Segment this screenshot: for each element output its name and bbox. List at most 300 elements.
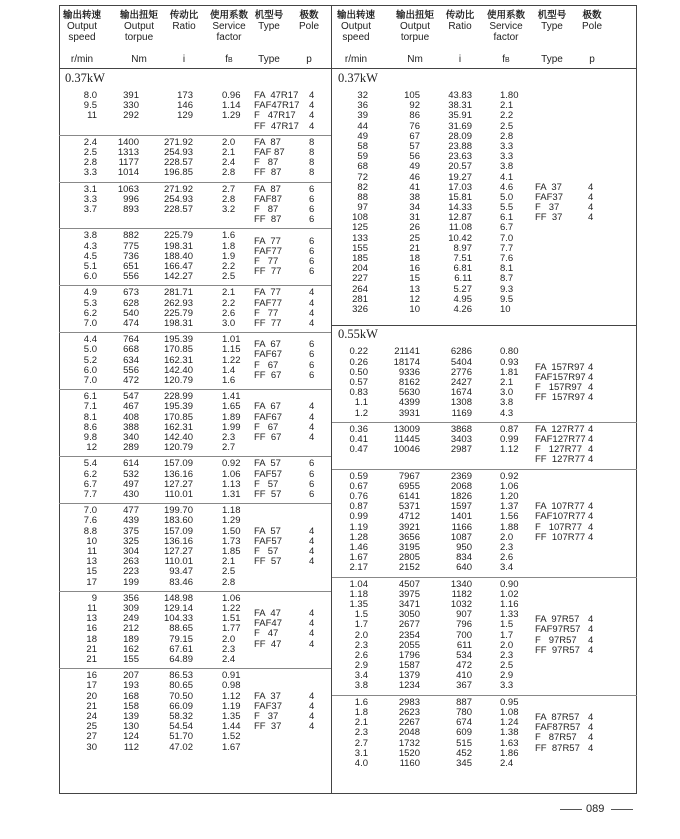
table-cell: 2.2 — [222, 260, 236, 272]
right-header-pole — [562, 10, 622, 32]
table-cell: 108 — [352, 212, 368, 224]
pole-count: 4 — [309, 307, 315, 319]
model-type: FAF107R77 — [535, 511, 586, 523]
table-cell: 16 — [409, 263, 420, 275]
table-cell: 1.7 — [500, 629, 514, 641]
left-unit-torque: Nm — [131, 54, 147, 65]
left-data-column — [222, 335, 241, 386]
table-cell: 1.41 — [222, 391, 241, 403]
left-data-column — [109, 91, 139, 122]
header-type-zh: 机型号 — [537, 10, 567, 21]
left-data-column — [222, 288, 235, 329]
table-cell: 18 — [86, 633, 97, 645]
right-model-types — [535, 425, 586, 466]
table-cell: 9.5 — [500, 293, 514, 305]
header-ratio-en1: Ratio — [172, 21, 196, 32]
header-type-en1: Type — [541, 21, 563, 32]
table-cell: 309 — [123, 602, 139, 614]
right-unit-type: Type — [541, 54, 563, 65]
table-cell: 158 — [123, 700, 139, 712]
table-cell: 2.6 — [354, 649, 368, 661]
table-cell: 325 — [123, 535, 139, 547]
left-data-column — [75, 231, 97, 282]
table-cell: 0.50 — [349, 366, 368, 378]
model-type: FAF67 — [254, 349, 282, 361]
table-cell: 20.57 — [448, 161, 472, 173]
table-cell: 10 — [409, 303, 420, 315]
table-cell: 59 — [357, 151, 368, 163]
table-cell: 27 — [86, 731, 97, 743]
table-cell: 8.8 — [83, 525, 97, 537]
table-cell: 1.16 — [500, 598, 519, 610]
table-cell: 6.2 — [83, 307, 97, 319]
table-cell: 0.26 — [349, 356, 368, 368]
table-cell: 195.39 — [163, 401, 193, 413]
table-cell: 1.20 — [500, 490, 519, 502]
header-pole-zh: 极数 — [299, 10, 319, 21]
left-data-column — [109, 594, 139, 665]
pole-count: 4 — [309, 556, 315, 568]
table-cell: 1.7 — [354, 619, 368, 631]
table-cell: 1166 — [451, 521, 472, 533]
table-cell: 14.33 — [448, 202, 472, 214]
table-cell: 43.83 — [448, 90, 472, 101]
table-cell: 193 — [123, 680, 139, 692]
pole-count: 4 — [309, 545, 315, 557]
left-data-column — [222, 231, 235, 282]
table-cell: 21 — [86, 653, 97, 665]
model-type: FF 57 — [254, 556, 282, 568]
table-cell: 1.19 — [222, 700, 241, 712]
table-cell: 547 — [123, 391, 139, 403]
table-cell: 540 — [123, 307, 139, 319]
table-cell: 18174 — [393, 356, 420, 368]
left-data-column — [109, 231, 139, 282]
table-cell: 0.22 — [349, 346, 368, 358]
header-type-en1: Type — [258, 21, 280, 32]
table-cell: 271.92 — [163, 183, 193, 195]
table-cell: 263 — [123, 556, 139, 568]
table-cell: 2.9 — [354, 660, 368, 672]
table-cell: 2.1 — [222, 287, 236, 299]
right-group-rule — [332, 469, 637, 470]
right-pole-values — [588, 425, 593, 466]
left-pole-values — [309, 402, 314, 443]
model-type: F 77 — [254, 307, 279, 319]
table-cell: 25 — [409, 232, 420, 244]
header-speed-en1: Output — [66, 21, 98, 32]
model-type: F 47R17 — [254, 110, 296, 122]
model-type: FF 47R17 — [254, 120, 299, 132]
table-cell: 3868 — [450, 423, 472, 435]
table-cell: 1.88 — [500, 521, 519, 533]
table-cell: 1.2 — [354, 407, 368, 419]
table-cell: 2.5 — [500, 120, 514, 132]
left-group-rule — [59, 182, 331, 183]
table-cell: 6141 — [398, 490, 420, 502]
table-cell: 330 — [123, 100, 139, 112]
table-cell: 356 — [123, 592, 139, 604]
left-model-types — [254, 609, 282, 650]
table-cell: 5.5 — [500, 202, 514, 214]
model-type: FA 97R57 — [535, 614, 580, 626]
left-column — [59, 5, 331, 794]
model-type: FA 77 — [254, 287, 281, 299]
model-type: F 57 — [254, 478, 279, 490]
table-cell: 7.7 — [83, 488, 97, 500]
table-cell: 129.14 — [163, 602, 193, 614]
pole-count: 4 — [309, 90, 315, 101]
table-cell: 104.33 — [163, 613, 193, 625]
table-cell: 228.57 — [163, 203, 193, 215]
table-cell: 17.03 — [448, 181, 472, 193]
table-cell: 139 — [123, 710, 139, 722]
left-data-column — [75, 138, 97, 179]
table-cell: 2427 — [450, 376, 472, 388]
table-cell: 3975 — [398, 588, 420, 600]
table-cell: 133 — [352, 232, 368, 244]
table-cell: 2.1 — [222, 146, 236, 158]
right-data-column — [500, 91, 519, 315]
right-power-rating: 0.37kW — [338, 71, 378, 85]
table-cell: 35.91 — [448, 110, 472, 122]
table-cell: 166.47 — [163, 260, 193, 272]
table-cell: 19.27 — [448, 171, 472, 183]
right-group-rule — [332, 695, 637, 696]
table-cell: 2.0 — [354, 629, 368, 641]
left-data-column — [75, 671, 97, 753]
left-data-column — [153, 506, 193, 588]
table-cell: 13 — [86, 613, 97, 625]
table-cell: 0.47 — [349, 444, 368, 456]
model-type: F 67 — [254, 421, 279, 433]
pole-count: 4 — [588, 371, 594, 383]
right-model-types — [535, 183, 563, 224]
table-cell: 534 — [456, 649, 472, 661]
pole-count: 8 — [309, 146, 315, 158]
table-cell: 21 — [409, 242, 420, 254]
table-cell: 112 — [123, 741, 139, 753]
table-cell: 1.22 — [222, 602, 241, 614]
table-cell: 3.1 — [83, 183, 97, 195]
model-type: F 107R77 — [535, 521, 582, 533]
table-cell: 2805 — [398, 552, 420, 564]
table-cell: 0.92 — [222, 458, 241, 470]
left-data-column — [153, 231, 193, 282]
table-cell: 1.46 — [349, 541, 368, 553]
table-cell: 80.65 — [169, 680, 193, 692]
table-cell: 0.80 — [500, 346, 519, 358]
table-cell: 4.5 — [83, 250, 97, 262]
model-type: FF 157R97 — [535, 392, 586, 404]
model-type: F 87 — [254, 157, 279, 169]
model-type: F 57 — [254, 545, 279, 557]
table-cell: 668 — [123, 344, 139, 356]
table-cell: 1587 — [398, 660, 420, 672]
table-cell: 9.3 — [500, 283, 514, 295]
table-cell: 2.3 — [354, 639, 368, 651]
table-cell: 1.08 — [500, 706, 519, 718]
table-cell: 439 — [123, 515, 139, 527]
pole-count: 8 — [309, 167, 315, 179]
table-cell: 1087 — [450, 531, 472, 543]
table-cell: 1.38 — [500, 727, 519, 739]
table-cell: 7.7 — [500, 242, 514, 254]
pole-count: 6 — [309, 235, 315, 247]
table-cell: 2055 — [398, 639, 420, 651]
table-cell: 1.85 — [222, 545, 241, 557]
table-cell: 1597 — [450, 501, 472, 513]
left-data-column — [222, 671, 241, 753]
pole-count: 4 — [588, 634, 594, 646]
table-cell: 110.01 — [164, 556, 193, 568]
table-cell: 5404 — [450, 356, 472, 368]
table-cell: 3.8 — [500, 161, 514, 173]
table-cell: 31.69 — [448, 120, 472, 132]
table-cell: 1.13 — [222, 478, 241, 490]
table-cell: 556 — [123, 364, 139, 376]
table-cell: 79.15 — [169, 633, 193, 645]
left-unit-service — [209, 54, 249, 65]
right-power-rating: 0.55kW — [338, 327, 378, 342]
pole-count: 4 — [588, 191, 594, 203]
table-cell: 1.44 — [222, 721, 241, 733]
left-data-column — [153, 671, 193, 753]
table-cell: 11 — [87, 110, 97, 122]
table-cell: 1400 — [117, 136, 139, 148]
right-data-column — [346, 91, 368, 315]
table-cell: 673 — [123, 287, 139, 299]
table-cell: 1.4 — [222, 364, 236, 376]
model-type: FAF87R57 — [535, 722, 581, 734]
table-cell: 2.6 — [500, 552, 514, 564]
table-cell: 86 — [409, 110, 420, 122]
table-cell: 3931 — [398, 407, 420, 419]
table-cell: 3.0 — [500, 387, 514, 399]
table-cell: 764 — [123, 334, 139, 346]
header-pole-en1: Pole — [298, 21, 319, 32]
model-type: FF 67 — [254, 369, 282, 381]
table-cell: 173 — [177, 90, 193, 101]
right-pole-values — [588, 713, 593, 754]
table-cell: 142.40 — [163, 364, 193, 376]
right-data-column — [432, 425, 472, 456]
left-pole-values — [309, 609, 314, 650]
right-data-column — [390, 580, 420, 692]
model-type: FF 47 — [254, 638, 282, 650]
table-cell: 54.54 — [169, 721, 193, 733]
table-cell: 0.59 — [349, 470, 368, 482]
table-cell: 6.11 — [454, 273, 472, 285]
table-cell: 1.06 — [222, 468, 241, 480]
table-cell: 3.2 — [222, 203, 236, 215]
right-header — [332, 5, 637, 65]
pole-count: 6 — [309, 193, 315, 205]
pole-count: 6 — [309, 255, 315, 267]
right-data-column — [390, 347, 420, 418]
header-service-en1: Service — [212, 21, 246, 32]
table-cell: 10.42 — [448, 232, 472, 244]
table-cell: 82 — [357, 181, 368, 193]
table-cell: 1.29 — [222, 110, 241, 122]
table-cell: 1.28 — [349, 531, 368, 543]
model-type: FA 57 — [254, 525, 281, 537]
table-cell: 3.8 — [500, 397, 514, 409]
model-type: FA 77 — [254, 235, 281, 247]
pole-count: 6 — [309, 488, 315, 500]
left-data-column — [75, 91, 97, 122]
table-cell: 2.1 — [222, 556, 236, 568]
table-cell: 262.93 — [163, 297, 193, 309]
right-data-column — [346, 472, 368, 574]
table-cell: 8162 — [398, 376, 420, 388]
model-type: FF 77 — [254, 266, 282, 278]
table-cell: 7.1 — [83, 401, 97, 413]
left-data-column — [153, 288, 193, 329]
table-cell: 780 — [456, 706, 472, 718]
header-service-en1: Service — [489, 21, 523, 32]
table-cell: 1.06 — [222, 592, 241, 604]
table-cell: 289 — [123, 442, 139, 454]
table-cell: 477 — [123, 505, 139, 517]
pole-count: 4 — [309, 431, 315, 443]
table-cell: 611 — [456, 639, 472, 651]
pole-count: 6 — [309, 203, 315, 215]
table-cell: 1.12 — [500, 444, 519, 456]
table-cell: 1160 — [399, 757, 420, 769]
table-cell: 49 — [409, 161, 420, 173]
right-data-column — [500, 698, 519, 769]
table-cell: 1032 — [450, 598, 472, 610]
table-cell: 1.81 — [500, 366, 519, 378]
table-cell: 614 — [123, 458, 139, 470]
pole-count: 4 — [309, 690, 315, 702]
left-model-types — [254, 402, 282, 443]
table-cell: 609 — [456, 727, 472, 739]
table-cell: 4.4 — [83, 334, 97, 346]
table-cell: 6.2 — [83, 468, 97, 480]
unit-service-f: f — [502, 54, 506, 65]
table-cell: 3050 — [398, 609, 420, 621]
table-cell: 326 — [352, 303, 368, 315]
table-cell: 228.57 — [163, 157, 193, 169]
pole-count: 6 — [309, 214, 315, 226]
table-cell: 882 — [123, 230, 139, 242]
right-data-column — [390, 698, 420, 769]
model-type: FAF57 — [254, 468, 282, 480]
table-cell: 228.99 — [163, 391, 193, 403]
table-cell: 24 — [86, 710, 97, 722]
header-speed-zh: 输出转速 — [336, 10, 375, 21]
table-cell: 1.6 — [222, 374, 236, 386]
table-cell: 391 — [123, 90, 139, 101]
table-cell: 7.0 — [83, 317, 97, 329]
table-cell: 225.79 — [163, 307, 193, 319]
table-cell: 3.8 — [83, 230, 97, 242]
table-cell: 1.65 — [222, 401, 241, 413]
table-cell: 996 — [123, 193, 139, 205]
left-data-column — [75, 506, 97, 588]
table-cell: 5.27 — [453, 283, 472, 295]
pole-count: 4 — [309, 638, 315, 650]
table-cell: 3.4 — [500, 562, 514, 574]
table-cell: 1.73 — [222, 535, 241, 547]
pole-count: 8 — [309, 136, 315, 148]
table-cell: 136.16 — [163, 535, 193, 547]
table-cell: 4.26 — [453, 303, 472, 315]
left-unit-type: Type — [258, 54, 280, 65]
model-type: F 127R77 — [535, 444, 582, 456]
table-cell: 1.51 — [222, 613, 241, 625]
table-cell: 2.7 — [222, 183, 236, 195]
table-cell: 700 — [456, 629, 472, 641]
table-cell: 26 — [409, 222, 420, 234]
table-cell: 2623 — [398, 706, 420, 718]
header-torque-en1: Output — [123, 21, 155, 32]
table-cell: 2.1 — [500, 376, 514, 388]
table-cell: 7.6 — [83, 515, 97, 527]
table-cell: 1.6 — [354, 696, 368, 708]
pole-count: 4 — [588, 444, 594, 456]
model-type: FA 47 — [254, 608, 281, 620]
table-cell: 204 — [352, 263, 368, 275]
table-cell: 1169 — [451, 407, 472, 419]
header-type-zh: 机型号 — [254, 10, 284, 21]
left-model-types — [254, 527, 282, 568]
table-cell: 1182 — [451, 588, 472, 600]
left-group-rule — [59, 503, 331, 504]
table-cell: 0.87 — [500, 423, 519, 435]
table-cell: 1.24 — [500, 717, 519, 729]
unit-service-b: B — [505, 57, 510, 64]
left-data-column — [75, 288, 97, 329]
table-cell: 195.39 — [163, 334, 193, 346]
table-cell: 254.93 — [163, 193, 193, 205]
table-cell: 155 — [352, 242, 368, 254]
model-type: F 67 — [254, 359, 279, 371]
table-cell: 249 — [123, 613, 139, 625]
page-number-rule-right — [611, 809, 633, 810]
pole-count: 4 — [588, 531, 594, 543]
right-column — [332, 5, 637, 794]
table-cell: 736 — [123, 250, 139, 262]
table-cell: 2.8 — [222, 193, 236, 205]
header-ratio-en1: Ratio — [448, 21, 472, 32]
table-cell: 0.36 — [349, 423, 368, 435]
table-cell: 2.5 — [83, 146, 97, 158]
pole-count: 4 — [588, 501, 594, 513]
left-pole-values — [309, 185, 314, 226]
left-pole-values — [309, 459, 314, 500]
model-type: FF 67 — [254, 431, 282, 443]
table-cell: 12 — [409, 293, 420, 305]
header-torque-zh: 输出扭矩 — [395, 10, 434, 21]
left-pole-values — [309, 91, 314, 132]
left-data-column — [75, 185, 97, 216]
unit-service-b: B — [228, 57, 233, 64]
right-pole-values — [588, 363, 593, 404]
pole-count: 6 — [309, 349, 315, 361]
table-cell: 304 — [123, 545, 139, 557]
table-cell: 56 — [409, 151, 420, 163]
model-type: F 87R57 — [535, 732, 577, 744]
right-section-rule — [332, 325, 637, 326]
table-cell: 1379 — [398, 670, 420, 682]
pole-count: 4 — [588, 722, 594, 734]
table-cell: 13009 — [393, 423, 420, 435]
table-cell: 375 — [123, 525, 139, 537]
left-data-column — [109, 506, 139, 588]
